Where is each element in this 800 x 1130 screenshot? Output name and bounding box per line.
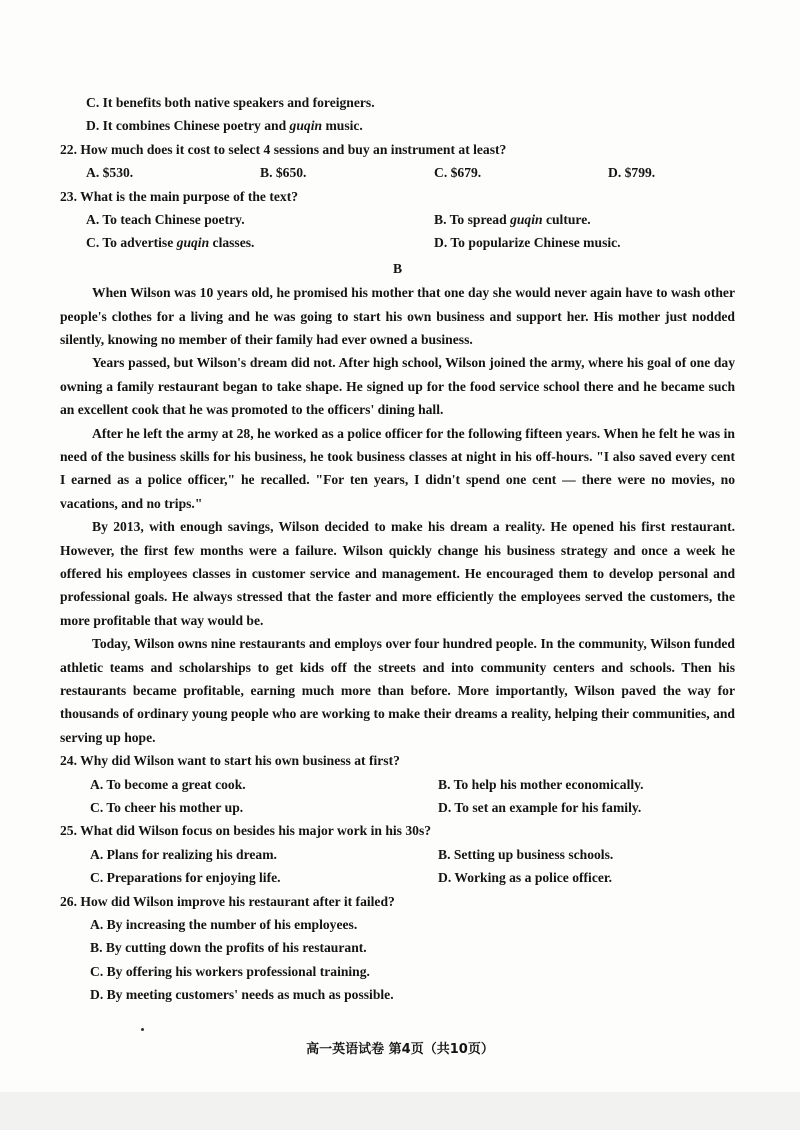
q25-option-c: C. Preparations for enjoying life. [90,870,281,886]
q23-option-a: A. To teach Chinese poetry. [86,211,245,227]
passage-b-paragraph-2: Years passed, but Wilson's dream did not. After high school, Wilson joined the army, where his goal of one day owning a family restaurant began to take shape. He signed up for the food service school there and he became such an excellent cook that he was promoted to the officers' dining hall. [60,355,735,418]
q21-option-d: D. It combines Chinese poetry and guqin music. [86,118,363,134]
q25-option-b: B. Setting up business schools. [438,846,614,862]
q23-option-d: D. To popularize Chinese music. [434,235,621,251]
passage-b-paragraph-4: By 2013, with enough savings, Wilson decided to make his dream a reality. He opened his first restaurant. However, the first few months were a failure. Wilson quickly change his business strategy and once a week he offered his employees classes in customer service and management. He encouraged them to develop personal and professional goals. He always stressed that the faster and more efficiently the employees served the customers, the more profitable that way would be. [60,519,735,628]
q25-option-d: D. Working as a police officer. [438,870,613,886]
q23-question: 23. What is the main purpose of the text? [60,188,299,204]
q23-option-c: C. To advertise guqin classes. [86,235,255,251]
q22-question: 22. How much does it cost to select 4 sessions and buy an instrument at least? [60,141,507,157]
q21-option-c: C. It benefits both native speakers and foreigners. [86,95,375,110]
q25-options-row2 [60,866,735,889]
q26-question: 26. How did Wilson improve his restaurant after it failed? [60,893,395,909]
q24-question: 24. Why did Wilson want to start his own business at first? [60,753,400,769]
q22-options [60,161,735,184]
passage-b-paragraph-5: Today, Wilson owns nine restaurants and employs over four hundred people. In the community, Wilson funded athletic teams and scholarships to get kids off the streets and into community centers and schools. Then his restaurants became profitable, earning much more than before. More importantly, Wilson paved the way for thousands of ordinary young people who are working to make their dreams a reality, helping their communities, and serving up hope. [60,636,735,745]
q24-option-b: B. To help his mother economically. [438,776,644,792]
q26-option-c: C. By offering his workers professional training. [90,963,370,979]
q24-options-row2 [60,796,735,819]
q26-option-b: B. By cutting down the profits of his restaurant. [90,940,367,956]
q26-option-a: A. By increasing the number of his employees. [90,916,358,932]
q25-option-a: A. Plans for realizing his dream. [90,846,277,862]
q22-option-a: A. $530. [86,165,134,181]
q25-options-row1 [60,843,735,866]
q23-option-b: B. To spread guqin culture. [434,211,591,227]
scan-bottom-margin [0,1092,800,1130]
q24-option-d: D. To set an example for his family. [438,800,642,816]
q22-option-b: B. $650. [260,165,307,181]
q24-option-c: C. To cheer his mother up. [90,800,244,816]
q22-option-d: D. $799. [608,165,656,181]
q24-option-a: A. To become a great cook. [90,776,246,792]
passage-b-paragraph-1: When Wilson was 10 years old, he promised his mother that one day she would never again have to wash other people's clothes for a living and he was going to start his own business and support her. His mother just nodded silently, knowing no member of their family had ever owned a business. [60,285,735,347]
q23-options-row1 [60,208,735,231]
page-footer: 高一英语试卷 第4页（共10页） [306,1042,494,1057]
page-content [60,91,735,1007]
q22-option-c: C. $679. [434,165,482,181]
stray-mark [141,1028,144,1031]
q25-question: 25. What did Wilson focus on besides his major work in his 30s? [60,823,432,839]
q24-options-row1 [60,773,735,796]
passage-b-heading: B [392,260,403,276]
passage-b-paragraph-3: After he left the army at 28, he worked as a police officer for the following fifteen years. When he felt he was in need of the business skills for his business, he took business classes at night in his off-hours. "I also saved every cent I earned as a police officer," he recalled. "For ten years, I didn't spend one cent — there were no movies, no vacations, and no trips." [60,425,735,511]
q23-options-row2 [60,231,735,254]
q26-option-d: D. By meeting customers' needs as much as possible. [90,987,394,1003]
